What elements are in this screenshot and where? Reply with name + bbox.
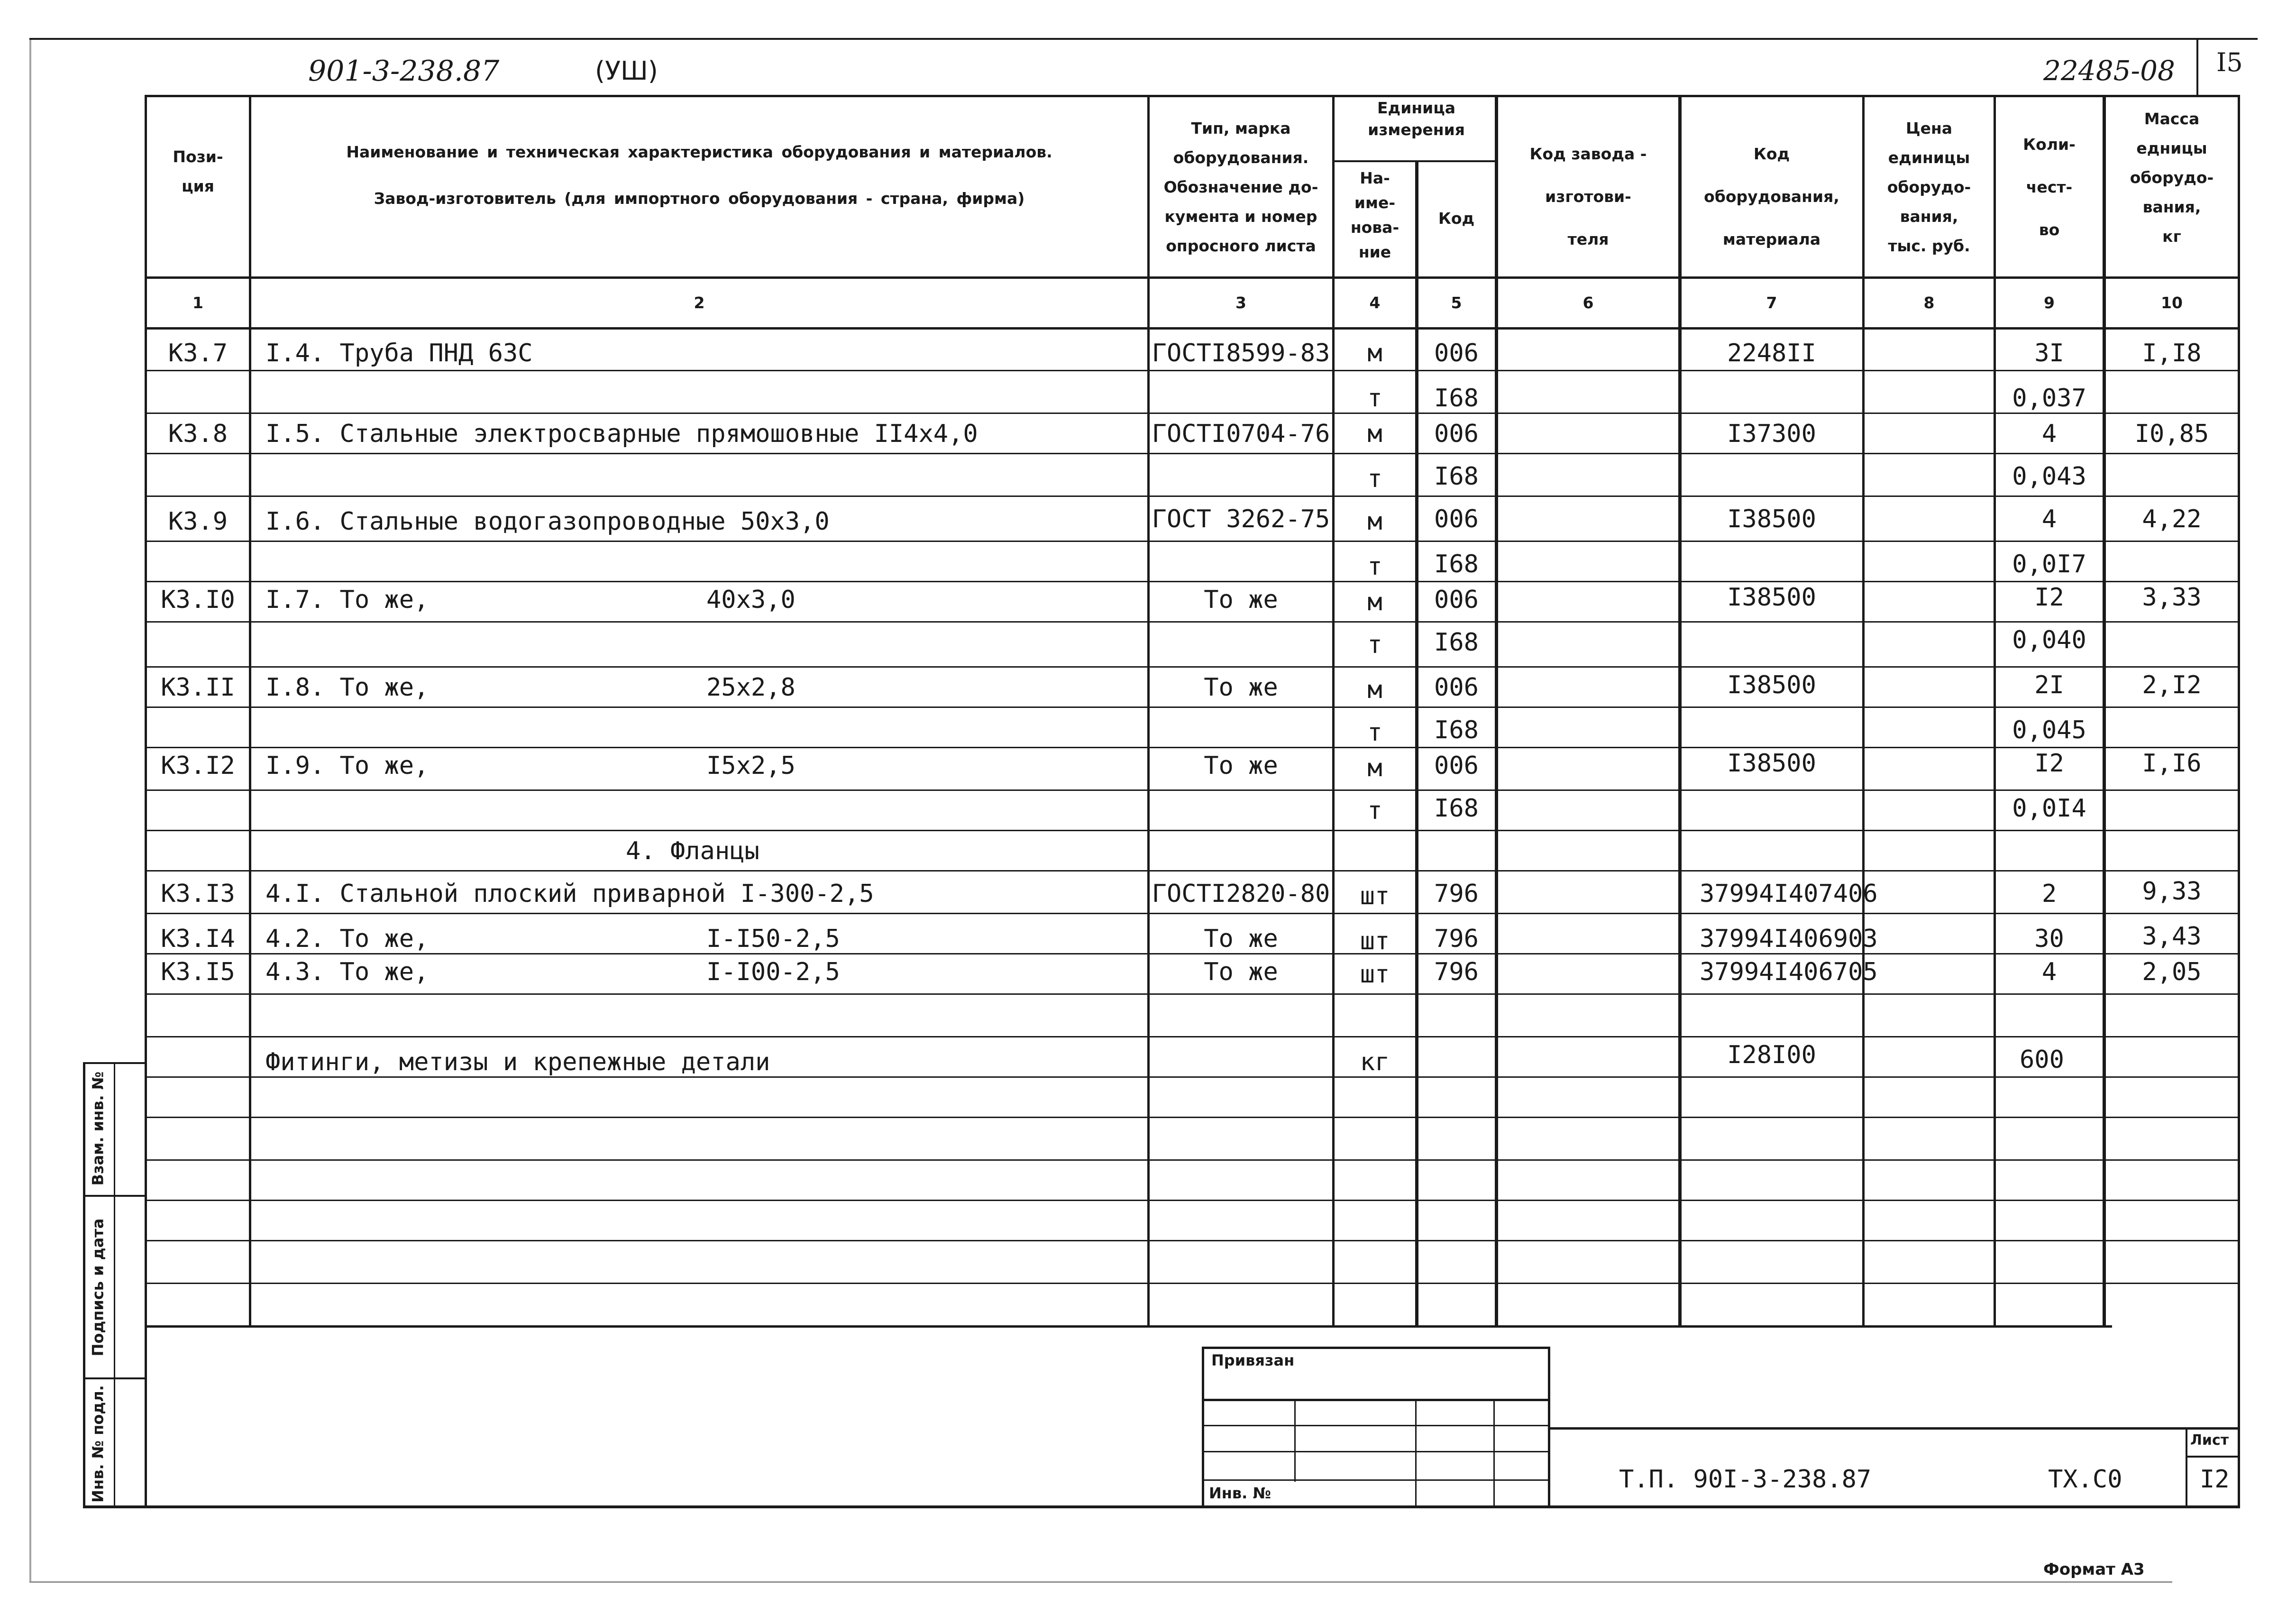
row-unit: м [1367,507,1382,536]
col-header-name-line1: Наименование и техническая характеристика оборудования и материалов. [346,143,1052,161]
row-code: 37994I406903 [1700,925,1878,953]
tb-small-row [1202,1425,1550,1426]
row-line [145,1036,2240,1037]
row-name: I.5. Стальные электросварные прямошовные II4x4,0 [265,420,978,448]
col-header-maker-code: Код завода - изготови- теля [1529,145,1647,248]
section-heading: 4. Фланцы [626,837,759,865]
tb-small-top [1202,1347,1550,1349]
row-line [145,870,2240,872]
col-sep-8 [1994,95,1996,1328]
row-size: I-I00-2,5 [706,958,840,986]
row-unit: шт [1360,960,1390,989]
row-line [145,993,2240,995]
col-sep-3 [1332,95,1335,1328]
row-position: К3.I2 [161,752,235,780]
row-line [145,413,2240,414]
side-strip-inner [114,1062,115,1508]
row-qty: 30 [2034,925,2064,953]
table-top [145,95,2240,97]
page-number: I5 [2216,47,2243,77]
row-size: 25x2,8 [706,673,796,702]
tb-sheet-div [2186,1456,2240,1458]
tb-sheet-number: I2 [2200,1465,2230,1494]
row-code: 37994I407406 [1700,880,1878,908]
row-unit: т [1367,552,1382,581]
unit-header-divider [1332,160,1498,162]
row-name: Фитинги, метизы и крепежные детали [265,1048,770,1076]
row-unit: шт [1360,927,1390,955]
col-sep-5 [1495,95,1498,1328]
col-header-unit: Единица измерения [1368,99,1465,139]
row-unit-code: I68 [1434,628,1479,657]
row-line [145,621,2240,623]
col-header-unit-code: Код [1438,209,1475,228]
row-qty: 2I [2034,671,2064,699]
row-qty: I2 [2034,583,2064,612]
tb-privyazan: Привязан [1211,1351,1295,1369]
row-mass: 3,33 [2142,583,2202,612]
inner-frame-right [2238,95,2240,1508]
side-label-sign-date: Подпись и дата [89,1218,107,1357]
row-position: К3.I4 [161,925,235,953]
col-number: 6 [1583,294,1594,312]
row-name: I.6. Стальные водогазопроводные 50x3,0 [265,507,830,536]
row-unit-code: I68 [1434,462,1479,491]
row-line [145,1159,2240,1161]
table-numbers-bottom [145,327,2240,330]
tb-project: Т.П. 90I-3-238.87 [1619,1465,1872,1494]
row-line [145,1076,2240,1078]
row-code: I38500 [1727,749,1816,778]
row-mass: I0,85 [2134,420,2209,448]
row-qty: 0,040 [2012,626,2086,654]
row-unit-code: 006 [1434,752,1479,780]
row-position: К3.7 [168,339,228,367]
col-header-doc: Тип, марка оборудования. Обозначение до- кумента и номер опросного листа [1163,119,1318,255]
row-unit: кг [1360,1048,1390,1076]
row-name: I.4. Труба ПНД 63С [265,339,533,367]
row-mass: I,I6 [2142,749,2202,778]
row-qty: 0,0I7 [2012,550,2086,578]
tb-inv-no: Инв. № [1209,1484,1271,1502]
row-doc: ГОСТI8599-83 [1152,339,1330,367]
row-unit-code: I68 [1434,550,1479,578]
row-doc: То же [1204,925,1278,953]
col-number: 4 [1369,294,1381,312]
col-header-name-line2: Завод-изготовитель (для импортного оборудования - страна, фирма) [374,189,1025,208]
tb-small-col [1415,1399,1417,1508]
row-unit: м [1367,588,1382,616]
col-header-price: Цена единицы оборудо- вания, тыс. руб. [1887,119,1971,255]
inner-frame-bottom [83,1505,2240,1508]
row-line [145,830,2240,831]
row-position: К3.I0 [161,586,235,614]
row-doc: То же [1204,586,1278,614]
tb-sheet-left [2186,1427,2187,1508]
row-unit: м [1367,676,1382,704]
row-unit: т [1367,797,1382,825]
row-unit-code: 006 [1434,505,1479,533]
row-unit-code: I68 [1434,716,1479,744]
tb-sheet-label: Лист [2190,1432,2229,1449]
row-line [145,541,2240,542]
row-name: I.9. То же, [265,752,429,780]
row-position: К3.II [161,673,235,702]
row-unit-code: 796 [1434,880,1479,908]
row-line [145,666,2240,668]
row-name: 4.2. То же, [265,925,429,953]
side-label-vzam-inv: Взам. инв. № [89,1071,107,1186]
col-number: 2 [694,294,705,312]
row-qty: I2 [2034,749,2064,778]
col-sep-6 [1678,95,1682,1328]
row-line [145,1283,2240,1284]
col-header-equip-code: Код оборудования, материала [1704,145,1839,248]
row-unit: м [1367,420,1382,448]
col-header-mass: Масса едницы оборудо- вания, кг [2130,110,2214,246]
side-strip-left [83,1062,85,1508]
row-unit: м [1367,754,1382,782]
col-number: 10 [2161,294,2183,312]
row-line [145,495,2240,497]
row-qty: 4 [2041,505,2057,533]
row-mass: 2,05 [2142,958,2202,986]
col-sep-2 [1147,95,1150,1328]
row-line [145,706,2240,708]
doc-number-handwritten: 901-3-238.87 [308,55,500,88]
row-line [145,789,2240,791]
row-mass: I,I8 [2142,339,2202,367]
table-body-bottom [145,1325,2112,1328]
row-mass: 3,43 [2142,922,2202,951]
col-header-position: Пози- ция [173,147,223,195]
col-sep-4 [1415,161,1418,1328]
row-code: I38500 [1727,671,1816,699]
row-code: 2248II [1727,339,1816,367]
col-header-qty: Коли- чест- во [2023,135,2076,239]
row-unit: шт [1360,882,1390,910]
col-sep-9 [2103,95,2106,1328]
row-size: I5x2,5 [706,752,796,780]
row-unit-code: 796 [1434,958,1479,986]
tb-small-row [1202,1479,1550,1481]
row-position: К3.9 [168,507,228,536]
row-code: I37300 [1727,420,1816,448]
frame-top [29,38,2258,40]
row-name: 4.I. Стальной плоский приварной I-300-2,5 [265,880,874,908]
row-unit: т [1367,465,1382,493]
row-unit-code: 006 [1434,673,1479,702]
row-line [145,1117,2240,1118]
col-number: 8 [1923,294,1935,312]
tb-big-top [1548,1427,2240,1430]
row-mass: 2,I2 [2142,671,2202,699]
row-doc: ГОСТI2820-80 [1152,880,1330,908]
frame-bottom [29,1581,2172,1583]
row-qty: 600 [2020,1046,2064,1074]
row-position: К3.8 [168,420,228,448]
row-unit-code: 006 [1434,586,1479,614]
col-number: 7 [1766,294,1777,312]
row-qty: 0,045 [2012,716,2086,744]
row-qty: 4 [2041,958,2057,986]
side-label-inv-orig: Инв. № подл. [89,1385,107,1503]
col-number: 1 [192,294,203,312]
row-mass: 9,33 [2142,877,2202,906]
row-doc: То же [1204,958,1278,986]
row-unit-code: I68 [1434,794,1479,823]
row-code: I38500 [1727,583,1816,612]
row-line [145,1200,2240,1201]
row-line [145,953,2240,954]
col-number: 5 [1451,294,1462,312]
col-number: 9 [2044,294,2055,312]
row-line [145,370,2240,371]
row-name: I.8. То же, [265,673,429,702]
volume-label: (УШ) [595,56,658,86]
row-qty: 4 [2041,420,2057,448]
row-mass: 4,22 [2142,505,2202,533]
row-unit: т [1367,718,1382,747]
tb-small-left [1202,1347,1204,1508]
col-sep-7 [1862,95,1865,1328]
col-header-unit-name: На- име- нова- ние [1350,169,1400,261]
table-header-bottom [145,276,2240,279]
format-label: Формат А3 [2043,1560,2145,1579]
row-unit-code: 006 [1434,339,1479,367]
tb-small-col [1493,1399,1495,1508]
tb-mark: ТХ.С0 [2048,1465,2122,1494]
row-unit: т [1367,384,1382,413]
row-size: 40x3,0 [706,586,796,614]
frame-left [29,38,31,1581]
row-name: I.7. То же, [265,586,429,614]
row-qty: 0,043 [2012,462,2086,491]
row-code: I38500 [1727,505,1816,533]
row-unit-code: 006 [1434,420,1479,448]
row-name: 4.3. То же, [265,958,429,986]
row-unit: т [1367,631,1382,659]
row-qty: 0,0I4 [2012,794,2086,823]
row-unit-code: 796 [1434,925,1479,953]
row-unit: м [1367,339,1382,367]
row-size: I-I50-2,5 [706,925,840,953]
row-doc: То же [1204,673,1278,702]
row-doc: То же [1204,752,1278,780]
tb-small-col [1294,1399,1296,1482]
row-doc: ГОСТ 3262-75 [1152,505,1330,533]
row-line [145,747,2240,748]
col-number: 3 [1235,294,1246,312]
row-line [145,913,2240,914]
row-position: К3.I3 [161,880,235,908]
row-unit-code: I68 [1434,384,1479,413]
row-code: 37994I406705 [1700,958,1878,986]
row-line [145,453,2240,454]
col-sep-1 [249,95,251,1328]
row-doc: ГОСТI0704-76 [1152,420,1330,448]
row-line [145,581,2240,582]
row-position: К3.I5 [161,958,235,986]
row-code: I28I00 [1727,1041,1816,1069]
tb-small-row [1202,1451,1550,1452]
row-qty: 2 [2041,880,2057,908]
row-qty: 3I [2034,339,2064,367]
page-box-left [2196,40,2198,97]
row-qty: 0,037 [2012,384,2086,413]
inventory-handwritten: 22485-08 [2043,55,2175,87]
row-line [145,1240,2240,1241]
tb-small-row [1202,1399,1550,1401]
